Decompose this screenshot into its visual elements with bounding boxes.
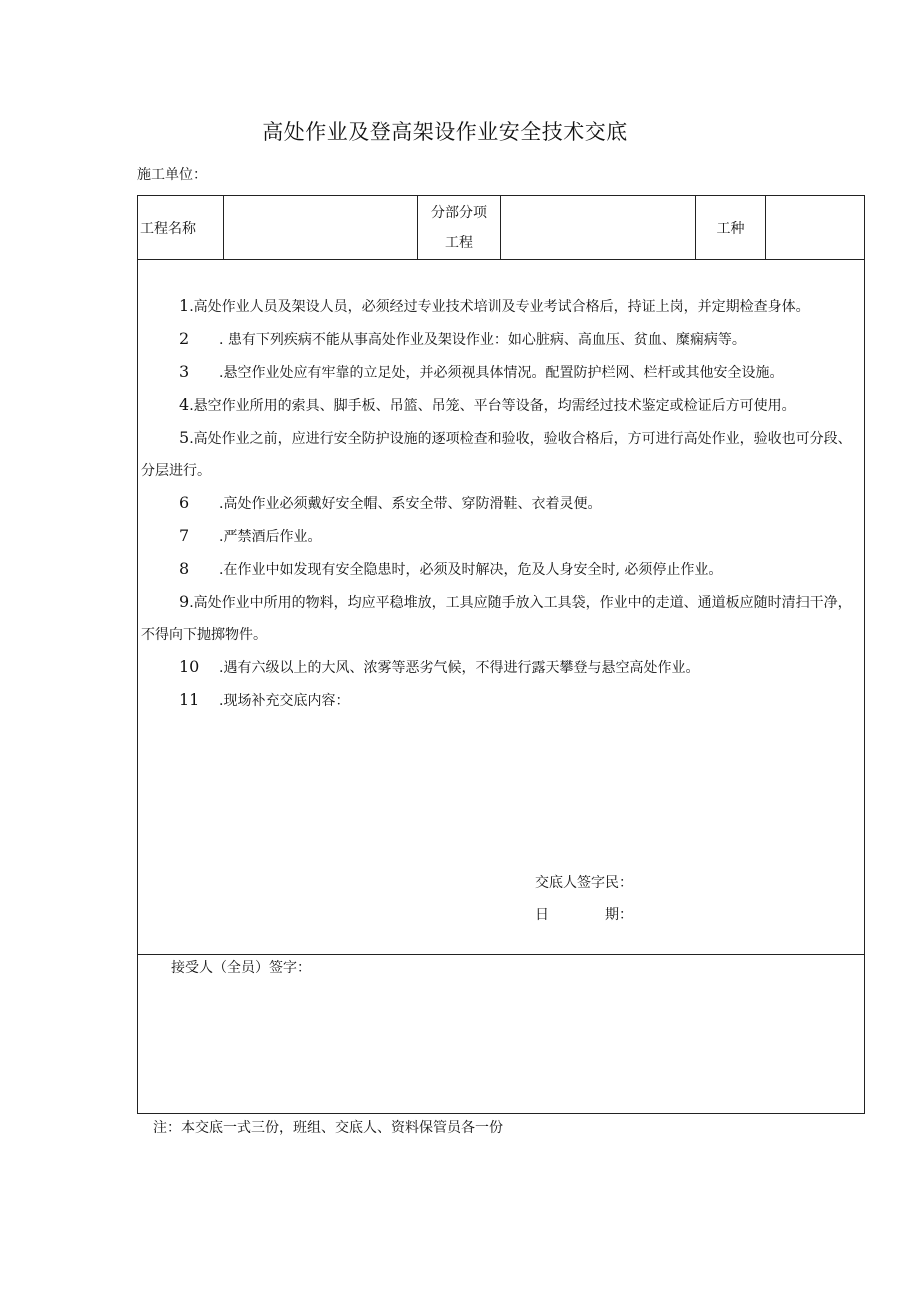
sub-project-label-line1: 分部分项 xyxy=(431,204,487,221)
safety-items-list xyxy=(138,290,860,717)
item-text: .在作业中如发现有安全隐患时，必须及时解决，危及人身安全时, 必须停止作业。 xyxy=(219,562,723,578)
item-text: .高处作业之前，应进行安全防护设施的逐项检查和验收，验收合格后，方可进行高处作业，验收也可分段、分层进行。 xyxy=(141,431,852,479)
item-number: 4 xyxy=(179,395,190,414)
date-label-part-a: 日 xyxy=(535,907,549,923)
receiver-row xyxy=(138,955,865,1114)
item-number: 1 xyxy=(179,296,190,315)
item-number: 6 xyxy=(179,493,190,512)
list-item xyxy=(138,422,860,487)
item-text: .高处作业人员及架设人员，必须经过专业技术培训及专业考试合格后，持证上岗，并定期检查身体。 xyxy=(189,299,810,315)
item-number: 10 xyxy=(179,657,200,676)
item-number: 11 xyxy=(179,690,200,709)
item-text: .高处作业中所用的物料，均应平稳堆放，工具应随手放入工具袋，作业中的走道、通道板应随时清扫干净，不得向下抛掷物件。 xyxy=(141,595,852,643)
item-text: .严禁酒后作业。 xyxy=(219,529,322,545)
list-item xyxy=(138,290,860,323)
item-number: 5 xyxy=(179,428,190,447)
work-type-label: 工种 xyxy=(696,196,766,260)
item-text: .遇有六级以上的大风、浓雾等恶劣气候，不得进行露天攀登与悬空高处作业。 xyxy=(219,660,700,676)
item-text: .现场补充交底内容： xyxy=(219,693,350,709)
item-text: .悬空作业所用的索具、脚手板、吊篮、吊笼、平台等设备，均需经过技术鉴定或检证后方可使用。 xyxy=(189,398,796,414)
document-title: 高处作业及登高架设作业安全技术交底 xyxy=(262,120,628,144)
list-item xyxy=(138,684,860,717)
signer-signature-label: 交底人签字民： xyxy=(535,875,633,891)
item-number: 2 xyxy=(179,329,190,348)
receiver-signature-area[interactable] xyxy=(138,955,865,1114)
item-number: 8 xyxy=(179,559,190,578)
footer-note: 注：本交底一式三份，班组、交底人、资料保管员各一份 xyxy=(153,1120,503,1136)
list-item xyxy=(138,389,860,422)
date-label-part-b: 期： xyxy=(605,907,633,923)
list-item xyxy=(138,487,860,520)
list-item xyxy=(138,586,860,651)
item-number: 7 xyxy=(179,526,190,545)
construction-unit-label: 施工单位： xyxy=(137,167,207,183)
item-text: .高处作业必须戴好安全帽、系安全带、穿防滑鞋、衣着灵便。 xyxy=(219,496,602,512)
list-item xyxy=(138,356,860,389)
header-row xyxy=(138,196,865,260)
sub-project-label xyxy=(418,196,501,260)
work-type-field[interactable] xyxy=(766,196,865,260)
list-item xyxy=(138,520,860,553)
content-row xyxy=(138,260,865,955)
project-name-field[interactable] xyxy=(224,196,418,260)
receiver-signature-label: 接受人（全员）签字： xyxy=(171,960,311,976)
item-text: . 患有下列疾病不能从事高处作业及架设作业：如心脏病、高血压、贫血、糜痫病等。 xyxy=(219,332,746,348)
item-number: 9 xyxy=(179,592,190,611)
list-item xyxy=(138,323,860,356)
disclosure-content xyxy=(138,260,865,955)
sub-project-field[interactable] xyxy=(501,196,696,260)
sub-project-label-line2: 工程 xyxy=(445,234,473,251)
date-label xyxy=(535,904,633,924)
project-name-label: 工程名称 xyxy=(138,196,224,260)
disclosure-form xyxy=(137,195,865,1114)
item-number: 3 xyxy=(179,362,190,381)
item-text: .悬空作业处应有牢靠的立足处，并必须视具体情况。配置防护栏网、栏杆或其他安全设施。 xyxy=(219,365,784,381)
list-item xyxy=(138,553,860,586)
list-item xyxy=(138,651,860,684)
